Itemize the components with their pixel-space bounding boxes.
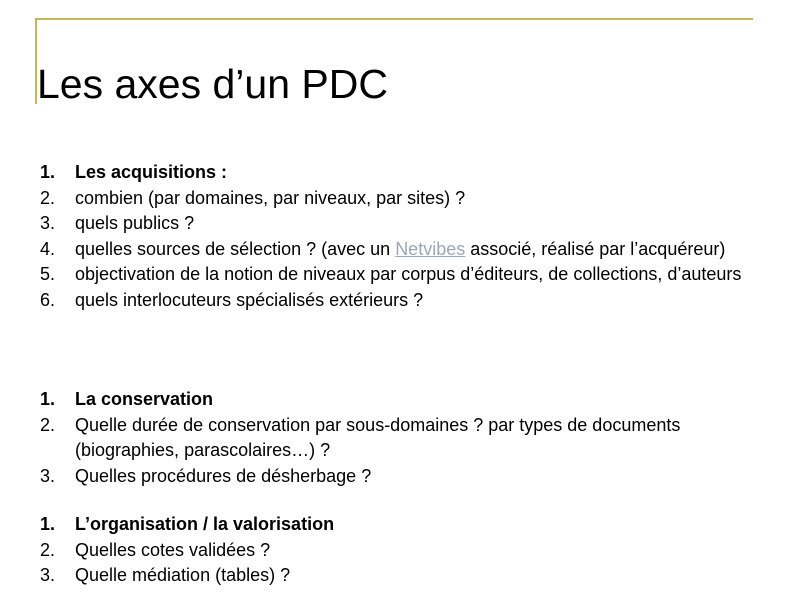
- list-item: [40, 211, 765, 237]
- conservation-list: [40, 387, 765, 489]
- item-text: objectivation de la notion de niveaux par corpus d’éditeurs, de collections, d’auteurs: [75, 264, 742, 284]
- item-number: 2.: [40, 539, 56, 560]
- list-item: [40, 288, 765, 314]
- item-number: 2.: [40, 187, 56, 208]
- item-text: Quelles cotes validées ?: [75, 539, 271, 560]
- list-item: [40, 160, 765, 186]
- organisation-list: [40, 512, 765, 589]
- section-heading-acquisitions: Les acquisitions :: [75, 162, 228, 182]
- frame-top-line: [35, 18, 753, 20]
- section-heading-organisation: L’organisation / la valorisation: [75, 514, 335, 534]
- item-text: quels interlocuteurs spécialisés extérieurs ?: [75, 289, 424, 310]
- netvibes-link[interactable]: Netvibes: [395, 238, 466, 259]
- list-item: [40, 413, 765, 464]
- item-text: Quelles procédures de désherbage ?: [75, 465, 372, 486]
- list-item: [40, 262, 765, 288]
- item-text: combien (par domaines, par niveaux, par sites) ?: [75, 187, 466, 208]
- list-item: [40, 563, 765, 589]
- item-number: 3.: [40, 565, 56, 585]
- item-number: 3.: [40, 213, 56, 233]
- list-item: [40, 464, 765, 490]
- acquisitions-list: [40, 160, 765, 313]
- item-number: 3.: [40, 465, 56, 486]
- item-text-after: associé, réalisé par l’acquéreur): [465, 238, 726, 259]
- list-item: [40, 538, 765, 564]
- item-number: 2.: [40, 414, 56, 435]
- item-number: 1.: [40, 389, 56, 409]
- slide-title: Les axes d’un PDC: [37, 61, 388, 107]
- section-heading-conservation: La conservation: [75, 389, 214, 409]
- list-item: [40, 512, 765, 538]
- list-item: [40, 237, 765, 263]
- item-number: 1.: [40, 162, 56, 182]
- item-number: 6.: [40, 289, 56, 310]
- item-text: quels publics ?: [75, 213, 195, 233]
- list-item: [40, 387, 765, 413]
- item-text-before: quelles sources de sélection ? (avec un: [75, 238, 396, 259]
- list-item: [40, 186, 765, 212]
- item-text: Quelle durée de conservation par sous-domaines ? par types de documents (biographies, parascolaires…) ?: [75, 414, 681, 460]
- item-text: Quelle médiation (tables) ?: [75, 565, 291, 585]
- item-text: [75, 237, 765, 263]
- item-number: 1.: [40, 514, 56, 534]
- item-number: 5.: [40, 264, 56, 284]
- item-number: 4.: [40, 238, 56, 259]
